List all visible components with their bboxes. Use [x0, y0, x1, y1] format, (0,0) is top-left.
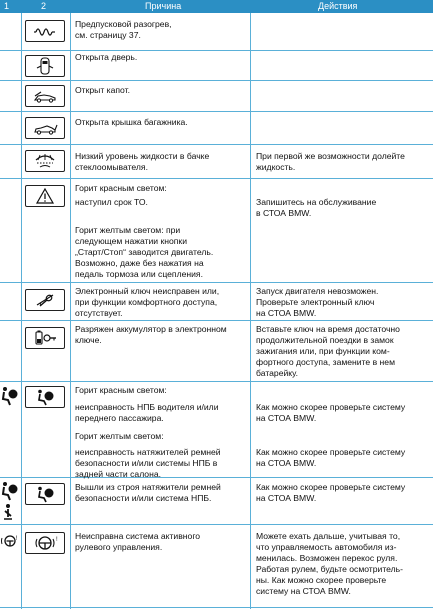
- table-header: [0, 0, 433, 13]
- row9-cause-line1: Вышли из строя натяжители ремней: [75, 482, 221, 492]
- row-divider: [0, 607, 433, 608]
- row5-yellow-line2: следующем нажатии кнопки: [75, 236, 187, 246]
- washer-fluid-icon: [26, 151, 64, 171]
- column-divider: [250, 13, 251, 609]
- header-cause: Причина: [145, 1, 182, 11]
- header-col2: 2: [41, 1, 47, 11]
- active-steering-icon-box: [25, 532, 65, 554]
- row6-action-line3: на СТОА BMW.: [256, 308, 317, 318]
- row0-cause-line2: см. страницу 37.: [75, 30, 141, 40]
- active-steering-icon: [1, 534, 19, 548]
- row8-red-action-line2: на СТОА BMW.: [256, 413, 317, 423]
- svg-text:!: !: [15, 536, 18, 542]
- hood-open-icon: [26, 86, 64, 106]
- airbag-icon: [26, 484, 64, 504]
- row0-cause-line1: Предпусковой разогрев,: [75, 19, 172, 29]
- row5-yellow-line3: „Старт/Стоп“ заводится двигатель.: [75, 247, 214, 257]
- row-divider: [0, 50, 433, 51]
- glow-plug-icon: [26, 21, 64, 41]
- warning-triangle-icon-box: [25, 185, 65, 207]
- row8-yellow-label: Горит желтым светом:: [75, 431, 164, 441]
- row4-action-line2: жидкость.: [256, 162, 296, 172]
- row8-red-action-line1: Как можно скорее проверьте систему: [256, 402, 406, 412]
- row10-cause-line1: Неисправна система активного: [75, 531, 201, 541]
- airbag-icon: [26, 387, 64, 407]
- row6-cause-line3: отсутствует.: [75, 308, 123, 318]
- door-open-icon: [26, 56, 64, 76]
- row8-red-cause-line2: переднего пассажира.: [75, 413, 164, 423]
- row7-action-line4: фортного доступа, замените в нем: [256, 357, 395, 367]
- row4-cause-line2: стеклоомывателя.: [75, 162, 148, 172]
- hood-open-icon-box: [25, 85, 65, 107]
- row8-yellow-cause-line2: безопасности и/или системы НПБ в: [75, 458, 218, 468]
- row7-action-line5: батарейку.: [256, 368, 298, 378]
- row8-yellow-cause-line1: неисправность натяжителей ремней: [75, 447, 221, 457]
- row5-action-line1: Запишитесь на обслуживание: [256, 197, 377, 207]
- row4-action-line1: При первой же возможности долейте: [256, 151, 405, 161]
- washer-fluid-icon-box: [25, 150, 65, 172]
- row5-yellow-line5: педаль тормоза или сцепления.: [75, 269, 203, 279]
- row8-yellow-action-line1: Как можно скорее проверьте систему: [256, 447, 406, 457]
- airbag-icon-box: [25, 386, 65, 408]
- row10-action-line6: систему на СТОА BMW.: [256, 586, 351, 596]
- column-divider: [21, 13, 22, 609]
- active-steering-icon: [26, 533, 64, 553]
- row2-cause-line1: Открыт капот.: [75, 85, 131, 95]
- row-divider: [0, 320, 433, 321]
- key-crossed-icon-box: [25, 289, 65, 311]
- row1-cause-line1: Открыта дверь.: [75, 52, 138, 62]
- warning-triangle-icon: [26, 186, 64, 206]
- row5-yellow-line1: Горит желтым светом: при: [75, 225, 181, 235]
- row6-cause-line2: при функции комфортного доступа,: [75, 297, 218, 307]
- row6-action-line2: Проверьте электронный ключ: [256, 297, 375, 307]
- key-battery-icon: [26, 328, 64, 348]
- row10-action-line2: что управляемость автомобиля из-: [256, 542, 397, 552]
- row4-cause-line1: Низкий уровень жидкости в бачке: [75, 151, 210, 161]
- airbag-icon-box: [25, 483, 65, 505]
- trunk-open-icon-box: [25, 117, 65, 139]
- trunk-open-icon: [26, 118, 64, 138]
- row9-action-line1: Как можно скорее проверьте систему: [256, 482, 406, 492]
- key-crossed-icon: [26, 290, 64, 310]
- row7-cause-line2: ключе.: [75, 335, 102, 345]
- row10-action-line1: Можете ехать дальше, учитывая то,: [256, 531, 401, 541]
- row8-red-cause-line1: неисправность НПБ водителя и/или: [75, 402, 219, 412]
- row7-action-line3: зажигания или, при функции ком-: [256, 346, 390, 356]
- row10-action-line4: Работая рулем, будьте осмотритель-: [256, 564, 404, 574]
- row7-action-line2: продолжительной поездки в замок: [256, 335, 394, 345]
- row3-cause-line1: Открыта крышка багажника.: [75, 117, 188, 127]
- airbag-seatbelt-icon: [0, 480, 20, 522]
- column-divider: [70, 13, 71, 609]
- row10-action-line5: ны. Как можно скорее проверьте: [256, 575, 387, 585]
- row-divider: [0, 80, 433, 81]
- row-divider: [0, 111, 433, 112]
- row5-yellow-line4: Возможно, даже без нажатия на: [75, 258, 204, 268]
- row7-cause-line1: Разряжен аккумулятор в электронном: [75, 324, 227, 334]
- row-divider: [0, 282, 433, 283]
- row-divider: [0, 524, 433, 525]
- row6-action-line1: Запуск двигателя невозможен.: [256, 286, 379, 296]
- row5-red-label: Горит красным светом:: [75, 183, 167, 193]
- row7-action-line1: Вставьте ключ на время достаточно: [256, 324, 400, 334]
- row5-red-cause: наступил срок ТО.: [75, 197, 148, 207]
- row-divider: [0, 477, 433, 478]
- row8-yellow-action-line2: на СТОА BMW.: [256, 458, 317, 468]
- key-battery-icon-box: [25, 327, 65, 349]
- svg-text:!: !: [56, 537, 58, 543]
- row9-action-line2: на СТОА BMW.: [256, 493, 317, 503]
- header-action: Действия: [318, 1, 358, 11]
- row9-cause-line2: безопасности и/или система НПБ.: [75, 493, 212, 503]
- row8-red-label: Горит красным светом:: [75, 385, 167, 395]
- glow-plug-icon-box: [25, 20, 65, 42]
- row8-yellow-cause-line3: задней части салона.: [75, 469, 162, 479]
- row-divider: [0, 178, 433, 179]
- row10-cause-line2: рулевого управления.: [75, 542, 163, 552]
- row-divider: [0, 144, 433, 145]
- door-open-icon-box: [25, 55, 65, 77]
- row10-action-line3: менилась. Возможен перекос руля.: [256, 553, 398, 563]
- header-col1: 1: [4, 1, 10, 11]
- row5-action-line2: в СТОА BMW.: [256, 208, 312, 218]
- airbag-person-icon: [0, 385, 20, 407]
- row-divider: [0, 381, 433, 382]
- row6-cause-line1: Электронный ключ неисправен или,: [75, 286, 220, 296]
